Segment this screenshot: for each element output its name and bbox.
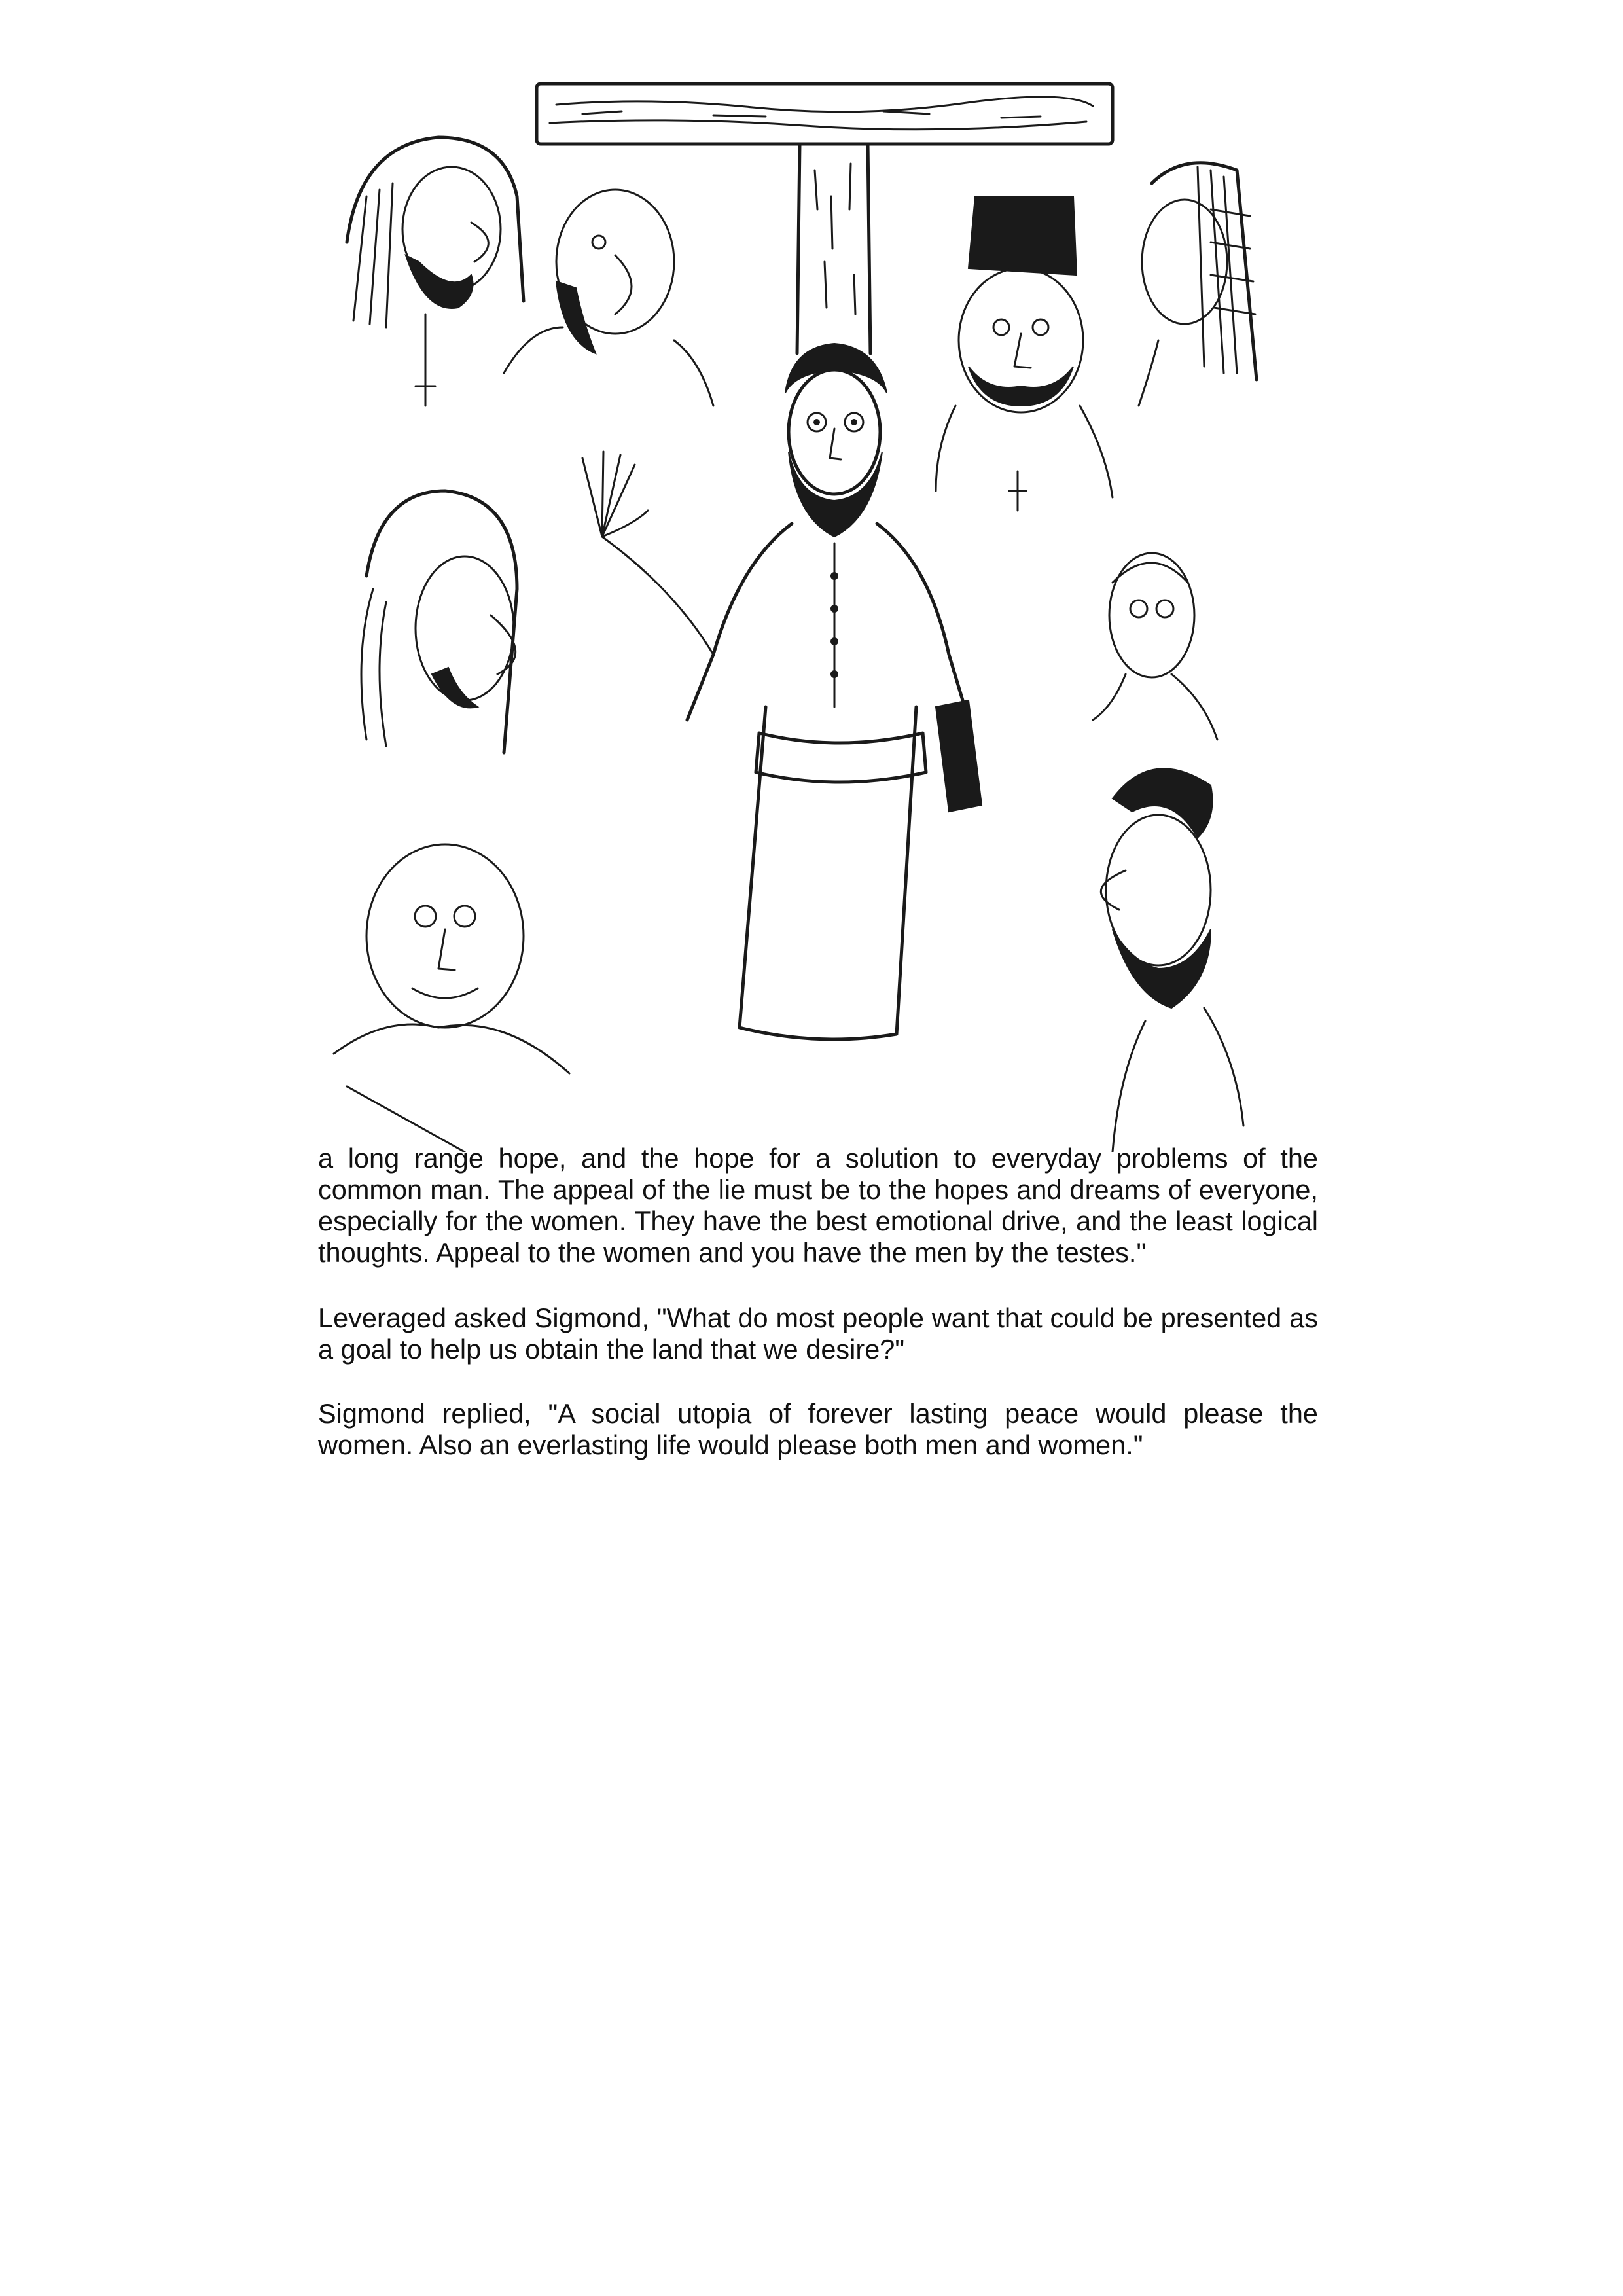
figure-top-right — [1139, 163, 1257, 406]
figure-fez — [936, 196, 1113, 511]
paragraph-1-text: a long range hope, and the hope for a solution to everyday problems of the common man. The appeal of the lie must be to the hopes and dreams of everyone, especially for the women. They have the best emotional drive, and the least logical thoughts. Appeal to the women and you have the men by the testes." — [318, 1143, 1318, 1268]
central-figure — [582, 344, 982, 1039]
paragraph-2-text: Leveraged asked Sigmond, "What do most people want that could be presented as a goal to help us obtain the land that we desire?" — [318, 1302, 1318, 1365]
paragraph-3 — [318, 1398, 1318, 1461]
sketch-svg — [308, 65, 1270, 1152]
figure-bearded-bottom-right — [1101, 768, 1243, 1152]
figure-round-face — [334, 844, 569, 1152]
paragraph-2 — [318, 1302, 1318, 1365]
paragraph-3-text: Sigmond replied, "A social utopia of forever lasting peace would please the women. Also an everlasting life would please both men and women." — [318, 1398, 1318, 1460]
paragraph-1 — [318, 1143, 1318, 1268]
figure-top-left — [347, 137, 524, 406]
figure-hooded — [361, 491, 517, 753]
sketch-illustration — [308, 65, 1270, 1152]
figure-bald-bearded — [504, 190, 713, 406]
figure-old-man — [1093, 553, 1217, 740]
